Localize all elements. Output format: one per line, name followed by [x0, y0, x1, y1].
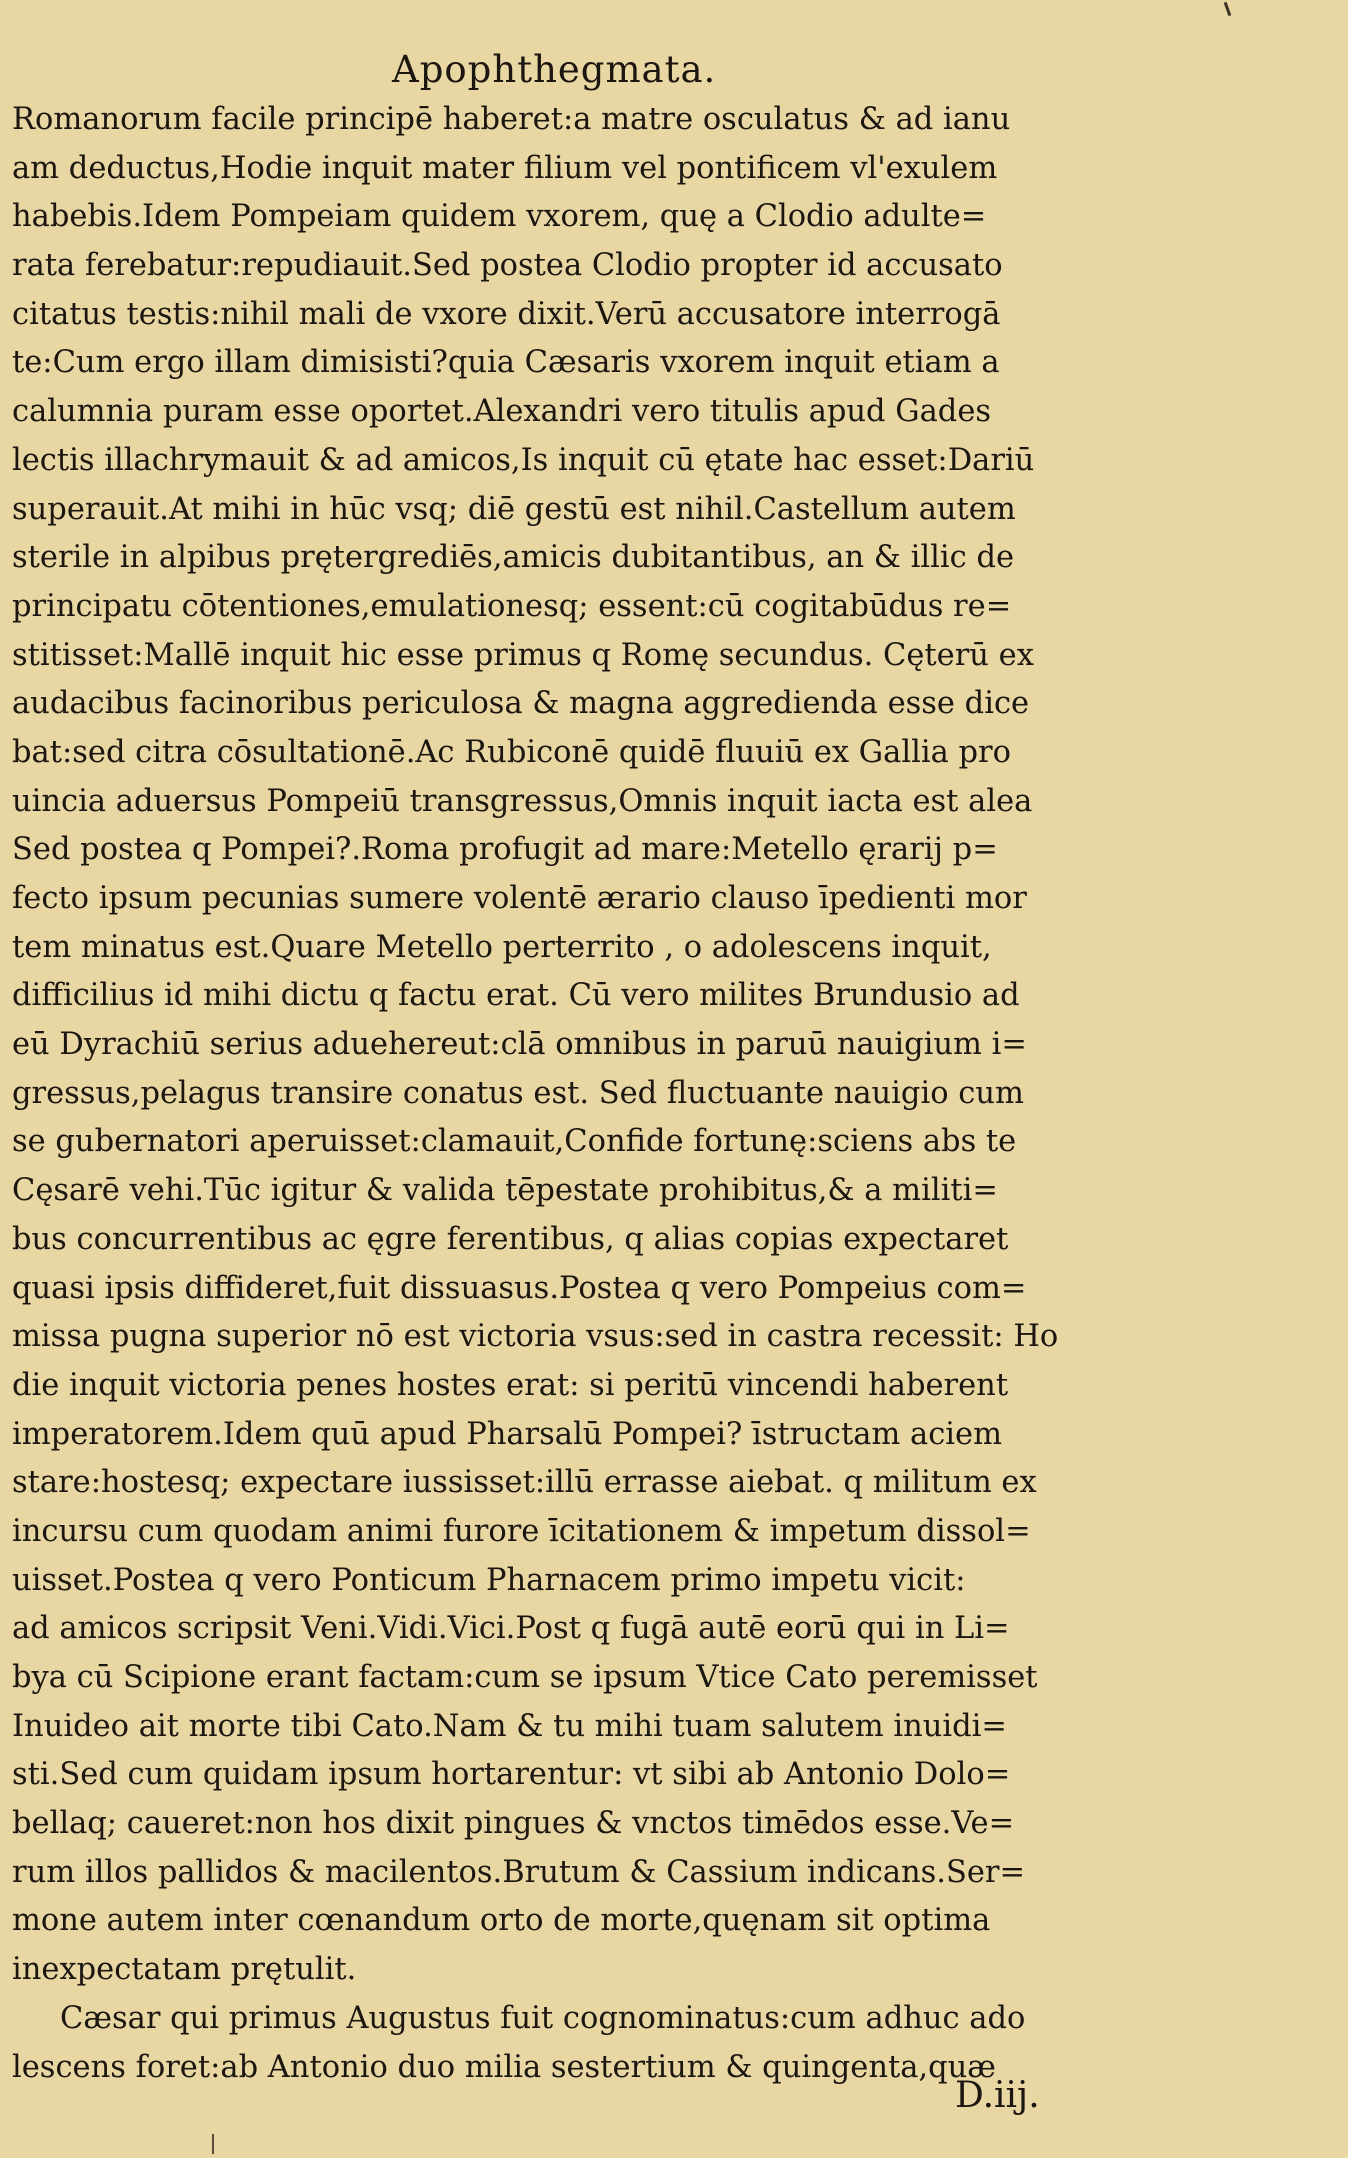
text-line: fecto ipsum pecunias sumere volentē ærario clauso īpedienti mor: [12, 881, 1027, 916]
text-line: bellaq; caueret:non hos dixit pingues & vnctos timēdos esse.Ve=: [12, 1806, 1015, 1842]
text-line: Inuideo ait morte tibi Cato.Nam & tu mihi tuam salutem inuidi=: [12, 1708, 1007, 1744]
text-line: sterile in alpibus prętergrediēs,amicis dubitantibus, an & illic de: [12, 540, 1015, 576]
text-line: bya cū Scipione erant factam:cum se ipsum Vtice Cato peremisset: [12, 1660, 1038, 1695]
text-line: principatu cōtentiones,emulationesq; essent:cū cogitabūdus re=: [12, 588, 1012, 624]
ink-mark: [212, 2134, 214, 2154]
text-line: Cęsarē vehi.Tūc igitur & valida tēpestate prohibitus,& a militi=: [12, 1173, 998, 1209]
text-line: se gubernatori aperuisset:clamauit,Confide fortunę:sciens abs te: [12, 1124, 1017, 1160]
ink-mark: [1224, 2, 1232, 16]
text-line: Romanorum facile principē haberet:a matre osculatus & ad ianu: [12, 102, 1011, 137]
text-line: difficilius id mihi dictu q factu erat. Cū vero milites Brundusio ad: [12, 978, 1020, 1014]
text-line: gressus,pelagus transire conatus est. Sed fluctuante nauigio cum: [12, 1075, 1024, 1111]
text-line: die inquit victoria penes hostes erat: si peritū vincendi haberent: [12, 1367, 1009, 1403]
text-line: incursu cum quodam animi furore īcitationem & impetum dissol=: [12, 1513, 1031, 1549]
body-text: [12, 96, 1212, 2092]
text-line: ad amicos scripsit Veni.Vidi.Vici.Post q fugā autē eorū qui in Li=: [12, 1611, 1010, 1647]
text-line: uisset.Postea q vero Ponticum Pharnacem primo impetu vicit:: [12, 1562, 966, 1598]
text-line: bus concurrentibus ac ęgre ferentibus, q alias copias expectaret: [12, 1221, 1009, 1257]
text-line: quasi ipsis diffideret,fuit dissuasus.Postea q vero Pompeius com=: [12, 1270, 1027, 1306]
text-line: lectis illachrymauit & ad amicos,Is inquit cū ętate hac esset:Dariū: [12, 442, 1035, 478]
text-line: mone autem inter cœnandum orto de morte,quęnam sit optima: [12, 1903, 991, 1939]
text-line: eū Dyrachiū serius aduehereut:clā omnibus in paruū nauigium i=: [12, 1027, 1027, 1063]
text-line: superauit.At mihi in hūc vsq; diē gestū est nihil.Castellum autem: [12, 491, 1016, 527]
text-line: habebis.Idem Pompeiam quidem vxorem, quę a Clodio adulte=: [12, 199, 987, 235]
text-line: lescens foret:ab Antonio duo milia sestertium & quingenta,quæ: [12, 2049, 996, 2085]
text-line: Cæsar qui primus Augustus fuit cognominatus:cum adhuc ado: [60, 2000, 1026, 2036]
page-header: Apophthegmata.: [392, 48, 717, 91]
text-line: rum illos pallidos & macilentos.Brutum & Cassium indicans.Ser=: [12, 1854, 1026, 1890]
text-line: te:Cum ergo illam dimisisti?quia Cæsaris vxorem inquit etiam a: [12, 345, 1000, 381]
text-line: Sed postea q Pompei?.Roma profugit ad mare:Metello ęrarij p=: [12, 832, 998, 868]
text-line: bat:sed citra cōsultationē.Ac Rubiconē quidē fluuiū ex Gallia pro: [12, 734, 1011, 770]
signature-mark: D.iij.: [955, 2075, 1040, 2116]
text-line: am deductus,Hodie inquit mater filium vel pontificem vl'exulem: [12, 150, 998, 186]
text-line: rata ferebatur:repudiauit.Sed postea Clodio propter id accusato: [12, 248, 1003, 284]
text-line: stare:hostesq; expectare iussisset:illū errasse aiebat. q militum ex: [12, 1465, 1037, 1501]
text-line: uincia aduersus Pompeiū transgressus,Omnis inquit iacta est alea: [12, 783, 1033, 819]
text-line: missa pugna superior nō est victoria vsus:sed in castra recessit: Ho: [12, 1319, 1059, 1355]
text-line: sti.Sed cum quidam ipsum hortarentur: vt sibi ab Antonio Dolo=: [12, 1757, 1011, 1793]
text-line: imperatorem.Idem quū apud Pharsalū Pompei? īstructam aciem: [12, 1416, 1003, 1452]
text-line: tem minatus est.Quare Metello perterrito , o adolescens inquit,: [12, 929, 992, 965]
text-line: inexpectatam prętulit.: [12, 1952, 357, 1988]
text-line: audacibus facinoribus periculosa & magna aggredienda esse dice: [12, 686, 1030, 722]
text-line: stitisset:Mallē inquit hic esse primus q Romę secundus. Cęterū ex: [12, 637, 1034, 673]
text-line: calumnia puram esse oportet.Alexandri vero titulis apud Gades: [12, 394, 992, 430]
text-line: citatus testis:nihil mali de vxore dixit.Verū accusatore interrogā: [12, 296, 1001, 332]
